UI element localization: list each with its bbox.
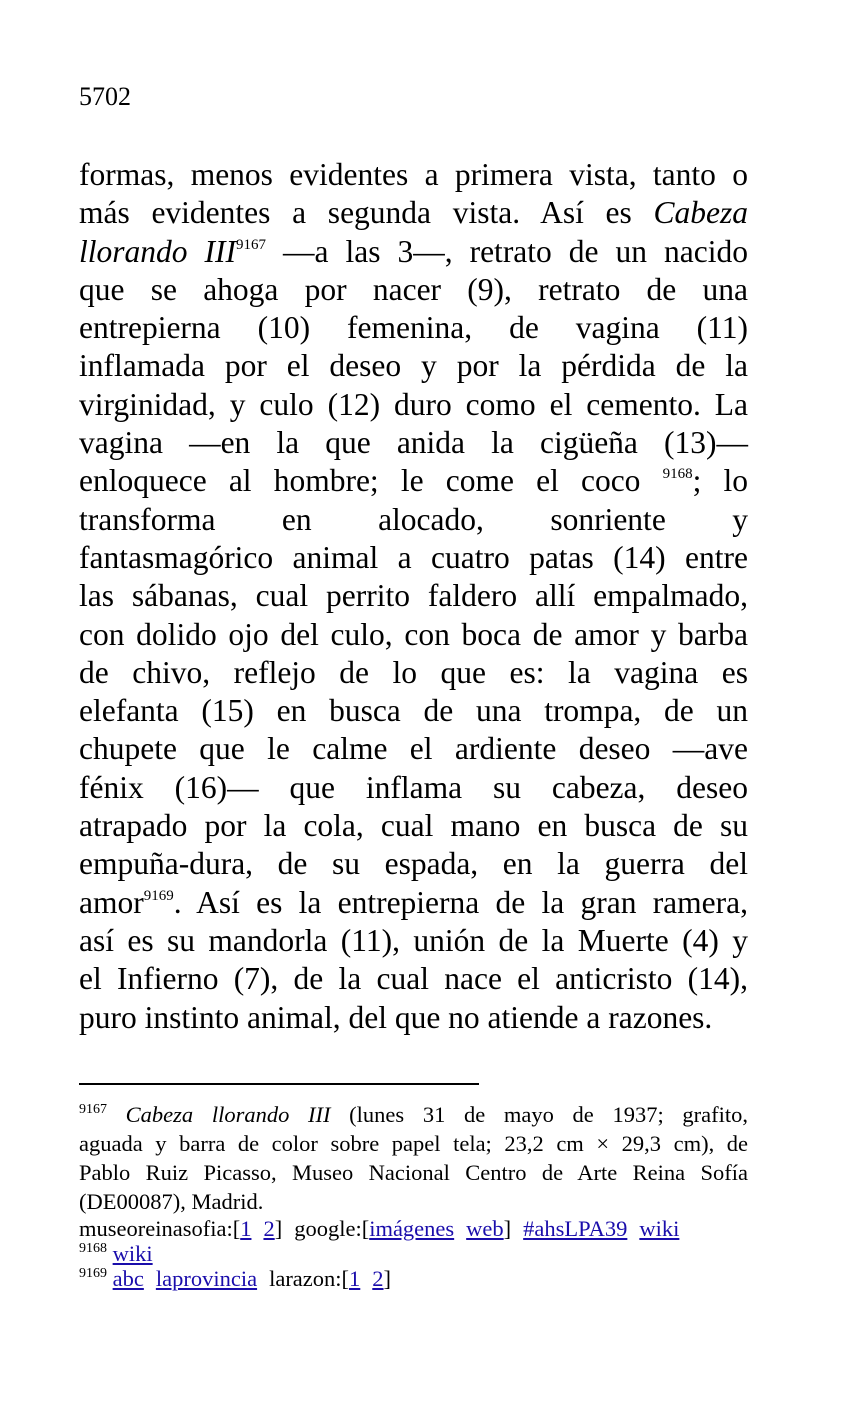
text-line: fantasmagórico animal a cuatro patas (14) entre [79, 539, 748, 575]
footnote-separator [79, 1083, 479, 1085]
larazon-link-2[interactable]: 2 [372, 1266, 384, 1291]
google-web-link[interactable]: web [466, 1216, 504, 1241]
text-line: más evidentes a segunda vista. Así es Cabeza [79, 195, 749, 231]
larazon-link-1[interactable]: 1 [349, 1266, 361, 1291]
text-line: atrapado por la cola, cual mano en busca de su [79, 808, 748, 844]
text-line: el Infierno (7), de la cual nace el anticristo (14), [79, 961, 748, 997]
artwork-title: Cabeza [653, 195, 749, 231]
text-line: vagina —en la que anida la cigüeña (13)— [79, 425, 748, 461]
abc-link[interactable]: abc [112, 1266, 144, 1291]
text-line: empuña-dura, de su espada, en la guerra del [79, 846, 748, 882]
text-line: inflamada por el deseo y por la pérdida de la [79, 348, 748, 384]
text-line: entrepierna (10) femenina, de vagina (11) [79, 310, 748, 346]
footnote-ref: 9169 [143, 887, 174, 904]
page-number: 5702 [79, 82, 131, 111]
footnote-ref: 9168 [662, 466, 693, 483]
footnote-line: aguada y barra de color sobre papel tela; 23,2 cm × 29,3 cm), de [79, 1131, 748, 1156]
text-line: amor$^{9169}$. Así es la entrepierna de la gran ramera, [79, 884, 748, 920]
footnotes [79, 1100, 748, 1291]
footnote-9169: $^{9169}$ abc laprovincia larazon:[1 2] [79, 1266, 392, 1291]
museo-link-2[interactable]: 2 [263, 1216, 275, 1241]
footnote-number: 9167 [79, 1102, 107, 1117]
artwork-title: Cabeza llorando III [125, 1102, 331, 1127]
text-line: transforma en alocado, sonriente y [79, 501, 748, 537]
text-line: virginidad, y culo (12) duro como el cemento. La [79, 386, 748, 422]
text-line: enloquece al hombre; le come el coco $^{9168}$; lo [79, 463, 748, 499]
text-line: elefanta (15) en busca de una trompa, de un [79, 693, 748, 729]
text-line: chupete que le calme el ardiente deseo —ave [79, 731, 748, 767]
footnote-line: (DE00087), Madrid. [79, 1189, 264, 1214]
artwork-title: llorando III [79, 233, 236, 269]
text-line: así es su mandorla (11), unión de la Muerte (4) y [79, 922, 748, 958]
laprovincia-link[interactable]: laprovincia [155, 1266, 258, 1291]
footnote-line: Pablo Ruiz Picasso, Museo Nacional Centro de Arte Reina Sofía [79, 1160, 748, 1185]
museo-link-1[interactable]: 1 [240, 1216, 252, 1241]
footnote-9168 [79, 1241, 748, 1266]
text-line: llorando $III^{9167}$ —a las 3—, retrato de un nacido [79, 233, 748, 269]
wiki-link[interactable]: wiki [639, 1216, 680, 1241]
footnote-links: museoreinasofia:[1 2] google:[imágenes web] #ahsLPA39 wiki [79, 1216, 680, 1241]
wiki-link[interactable]: wiki [112, 1241, 153, 1266]
text-line: puro instinto animal, del que no atiende a razones. [79, 999, 713, 1035]
text-line: las sábanas, cual perrito faldero allí empalmado, [79, 578, 748, 614]
text-line: formas, menos evidentes a primera vista, tanto o [79, 157, 748, 192]
footnote-ref: 9167 [235, 236, 266, 253]
footnote-number: 9169 [79, 1266, 107, 1281]
text-line: con dolido ojo del culo, con boca de amor y barba [79, 616, 748, 652]
text-line: fénix (16)— que inflama su cabeza, deseo [79, 769, 748, 805]
footnote-9167: $^{9167}$ Cabeza llorando III (lunes 31 de mayo de 1937; grafito, [79, 1102, 748, 1127]
text-line: que se ahoga por nacer (9), retrato de una [79, 271, 748, 307]
text-line: de chivo, reflejo de lo que es: la vagina es [79, 654, 748, 690]
google-images-link[interactable]: imágenes [369, 1216, 455, 1241]
footnote-number: 9168 [79, 1241, 107, 1256]
hashtag-link[interactable]: #ahsLPA39 [523, 1216, 628, 1241]
main-text [79, 156, 748, 1037]
